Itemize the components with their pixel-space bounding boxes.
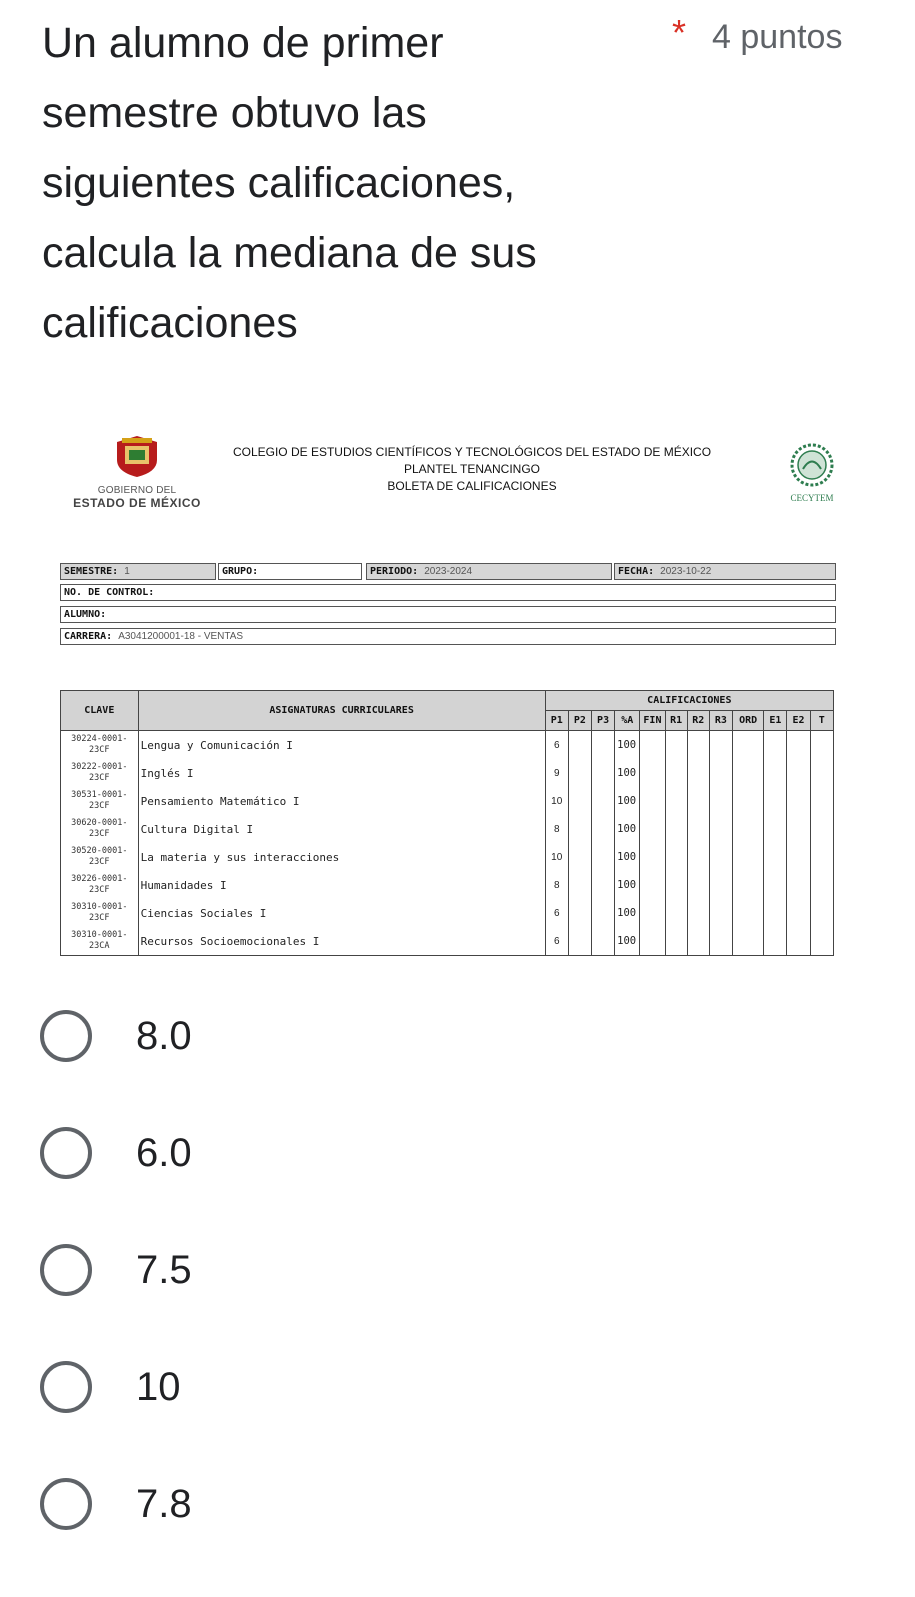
- empty-grade-cell: [687, 731, 709, 760]
- option-7-5[interactable]: [40, 1244, 440, 1304]
- table-row: [61, 787, 834, 815]
- empty-grade-cell: [787, 899, 810, 927]
- question-line: calcula la mediana de sus: [42, 229, 537, 277]
- p3-cell: [591, 927, 614, 956]
- empty-grade-cell: [709, 787, 732, 815]
- empty-grade-cell: [665, 759, 687, 787]
- p2-cell: [568, 871, 591, 899]
- radio-circle-icon[interactable]: [40, 1361, 92, 1413]
- option-label: 10: [136, 1365, 181, 1409]
- empty-grade-cell: [665, 815, 687, 843]
- empty-grade-cell: [733, 759, 764, 787]
- subcol-header: R2: [687, 711, 709, 731]
- p1-cell: 10: [545, 843, 568, 871]
- empty-grade-cell: [687, 787, 709, 815]
- empty-grade-cell: [640, 871, 665, 899]
- empty-grade-cell: [787, 759, 810, 787]
- empty-grade-cell: [764, 927, 787, 956]
- government-logo: [62, 434, 212, 510]
- empty-grade-cell: [709, 927, 732, 956]
- cecytem-logo: [777, 442, 847, 503]
- radio-circle-icon[interactable]: [40, 1244, 92, 1296]
- p1-cell: 6: [545, 731, 568, 760]
- empty-grade-cell: [709, 899, 732, 927]
- subcol-header: %A: [615, 711, 640, 731]
- empty-grade-cell: [787, 731, 810, 760]
- p3-cell: [591, 731, 614, 760]
- gov-line-1: GOBIERNO DEL: [97, 485, 177, 496]
- empty-grade-cell: [733, 815, 764, 843]
- p2-cell: [568, 787, 591, 815]
- empty-grade-cell: [665, 899, 687, 927]
- p3-cell: [591, 787, 614, 815]
- grupo-field: GRUPO:: [218, 563, 362, 580]
- empty-grade-cell: [787, 871, 810, 899]
- cecytem-emblem-icon: [787, 442, 837, 488]
- subcol-header: T: [810, 711, 833, 731]
- header-line: PLANTEL TENANCINGO: [403, 462, 541, 476]
- coat-of-arms-icon: [112, 434, 162, 478]
- points-label: 4 puntos: [712, 18, 843, 56]
- p1-cell: 8: [545, 871, 568, 899]
- clave-cell: 30310-0001- 23CA: [61, 927, 139, 956]
- empty-grade-cell: [687, 815, 709, 843]
- question-text: [42, 8, 642, 358]
- subject-cell: Humanidades I: [138, 871, 545, 899]
- semestre-field: SEMESTRE: 1: [60, 563, 216, 580]
- p3-cell: [591, 843, 614, 871]
- empty-grade-cell: [640, 899, 665, 927]
- empty-grade-cell: [687, 843, 709, 871]
- subcol-header: E1: [764, 711, 787, 731]
- fecha-field: FECHA: 2023-10-22: [614, 563, 836, 580]
- empty-grade-cell: [764, 815, 787, 843]
- question-line: Un alumno de primer: [42, 19, 444, 67]
- subcol-header: FIN: [640, 711, 665, 731]
- empty-grade-cell: [733, 871, 764, 899]
- option-10[interactable]: [40, 1361, 440, 1421]
- periodo-field: PERIODO: 2023-2024: [366, 563, 612, 580]
- empty-grade-cell: [640, 815, 665, 843]
- p1-cell: 6: [545, 899, 568, 927]
- empty-grade-cell: [787, 927, 810, 956]
- table-row: [61, 731, 834, 760]
- clave-cell: 30520-0001- 23CF: [61, 843, 139, 871]
- empty-grade-cell: [764, 871, 787, 899]
- empty-grade-cell: [640, 759, 665, 787]
- question-line: semestre obtuvo las: [42, 89, 427, 137]
- option-label: 8.0: [136, 1014, 192, 1058]
- p1-cell: 10: [545, 787, 568, 815]
- empty-grade-cell: [733, 731, 764, 760]
- header-line: COLEGIO DE ESTUDIOS CIENTÍFICOS Y TECNOLÓGICOS DEL ESTADO DE MÉXICO: [232, 445, 712, 459]
- control-field: NO. DE CONTROL:: [60, 584, 836, 601]
- attendance-cell: 100: [615, 787, 640, 815]
- empty-grade-cell: [733, 843, 764, 871]
- subject-cell: Lengua y Comunicación I: [138, 731, 545, 760]
- empty-grade-cell: [709, 731, 732, 760]
- subcol-header: E2: [787, 711, 810, 731]
- p2-cell: [568, 731, 591, 760]
- attendance-cell: 100: [615, 871, 640, 899]
- subject-cell: Inglés I: [138, 759, 545, 787]
- calificaciones-header: CALIFICACIONES: [545, 691, 833, 711]
- empty-grade-cell: [687, 871, 709, 899]
- empty-grade-cell: [640, 843, 665, 871]
- grades-table: [60, 690, 834, 956]
- empty-grade-cell: [810, 927, 833, 956]
- option-7-8[interactable]: [40, 1478, 440, 1538]
- empty-grade-cell: [764, 787, 787, 815]
- empty-grade-cell: [687, 899, 709, 927]
- empty-grade-cell: [665, 927, 687, 956]
- empty-grade-cell: [665, 731, 687, 760]
- empty-grade-cell: [687, 927, 709, 956]
- option-label: 6.0: [136, 1131, 192, 1175]
- empty-grade-cell: [640, 787, 665, 815]
- p1-cell: 9: [545, 759, 568, 787]
- table-row: [61, 843, 834, 871]
- subject-cell: Pensamiento Matemático I: [138, 787, 545, 815]
- report-card-image: [52, 430, 842, 970]
- clave-cell: 30531-0001- 23CF: [61, 787, 139, 815]
- document-header: [222, 444, 722, 495]
- attendance-cell: 100: [615, 731, 640, 760]
- question-line: calificaciones: [42, 299, 298, 347]
- empty-grade-cell: [787, 843, 810, 871]
- clave-cell: 30226-0001- 23CF: [61, 871, 139, 899]
- empty-grade-cell: [810, 815, 833, 843]
- empty-grade-cell: [810, 759, 833, 787]
- p2-cell: [568, 899, 591, 927]
- empty-grade-cell: [764, 899, 787, 927]
- subject-cell: Ciencias Sociales I: [138, 899, 545, 927]
- p3-cell: [591, 871, 614, 899]
- subcol-header: P1: [545, 711, 568, 731]
- p2-cell: [568, 759, 591, 787]
- option-label: 7.8: [136, 1482, 192, 1526]
- cecytem-label: CECYTEM: [790, 493, 834, 503]
- subject-cell: Cultura Digital I: [138, 815, 545, 843]
- subject-cell: La materia y sus interacciones: [138, 843, 545, 871]
- empty-grade-cell: [665, 787, 687, 815]
- attendance-cell: 100: [615, 843, 640, 871]
- empty-grade-cell: [709, 815, 732, 843]
- subcol-header: R1: [665, 711, 687, 731]
- alumno-field: ALUMNO:: [60, 606, 836, 623]
- attendance-cell: 100: [615, 759, 640, 787]
- subject-cell: Recursos Socioemocionales I: [138, 927, 545, 956]
- empty-grade-cell: [810, 871, 833, 899]
- table-row: [61, 871, 834, 899]
- empty-grade-cell: [665, 871, 687, 899]
- p1-cell: 8: [545, 815, 568, 843]
- clave-cell: 30224-0001- 23CF: [61, 731, 139, 760]
- empty-grade-cell: [709, 759, 732, 787]
- option-6-0[interactable]: [40, 1127, 440, 1187]
- p2-cell: [568, 843, 591, 871]
- attendance-cell: 100: [615, 927, 640, 956]
- empty-grade-cell: [733, 899, 764, 927]
- option-label: 7.5: [136, 1248, 192, 1292]
- p2-cell: [568, 927, 591, 956]
- empty-grade-cell: [810, 899, 833, 927]
- clave-cell: 30310-0001- 23CF: [61, 899, 139, 927]
- empty-grade-cell: [787, 787, 810, 815]
- empty-grade-cell: [665, 843, 687, 871]
- clave-cell: 30222-0001- 23CF: [61, 759, 139, 787]
- attendance-cell: 100: [615, 815, 640, 843]
- table-row: [61, 759, 834, 787]
- clave-header: CLAVE: [61, 691, 139, 731]
- clave-cell: 30620-0001- 23CF: [61, 815, 139, 843]
- carrera-field: CARRERA: A3041200001-18 - VENTAS: [60, 628, 836, 645]
- empty-grade-cell: [764, 759, 787, 787]
- empty-grade-cell: [640, 731, 665, 760]
- attendance-cell: 100: [615, 899, 640, 927]
- subcol-header: R3: [709, 711, 732, 731]
- empty-grade-cell: [810, 787, 833, 815]
- table-row: [61, 899, 834, 927]
- subcol-header: P3: [591, 711, 614, 731]
- p3-cell: [591, 899, 614, 927]
- radio-circle-icon[interactable]: [40, 1010, 92, 1062]
- radio-circle-icon[interactable]: [40, 1478, 92, 1530]
- empty-grade-cell: [709, 871, 732, 899]
- header-line: BOLETA DE CALIFICACIONES: [387, 479, 557, 493]
- empty-grade-cell: [764, 843, 787, 871]
- table-row: [61, 927, 834, 956]
- subcol-header: P2: [568, 711, 591, 731]
- empty-grade-cell: [709, 843, 732, 871]
- question-line: siguientes calificaciones,: [42, 159, 516, 207]
- radio-circle-icon[interactable]: [40, 1127, 92, 1179]
- empty-grade-cell: [687, 759, 709, 787]
- table-row: [61, 815, 834, 843]
- required-asterisk: *: [672, 12, 687, 53]
- p3-cell: [591, 759, 614, 787]
- asignaturas-header: ASIGNATURAS CURRICULARES: [138, 691, 545, 731]
- empty-grade-cell: [733, 787, 764, 815]
- empty-grade-cell: [733, 927, 764, 956]
- empty-grade-cell: [787, 815, 810, 843]
- empty-grade-cell: [764, 731, 787, 760]
- subcol-header: ORD: [733, 711, 764, 731]
- empty-grade-cell: [810, 731, 833, 760]
- empty-grade-cell: [810, 843, 833, 871]
- p2-cell: [568, 815, 591, 843]
- p3-cell: [591, 815, 614, 843]
- p1-cell: 6: [545, 927, 568, 956]
- option-8-0[interactable]: [40, 1010, 440, 1070]
- gov-line-2: ESTADO DE MÉXICO: [73, 496, 201, 510]
- empty-grade-cell: [640, 927, 665, 956]
